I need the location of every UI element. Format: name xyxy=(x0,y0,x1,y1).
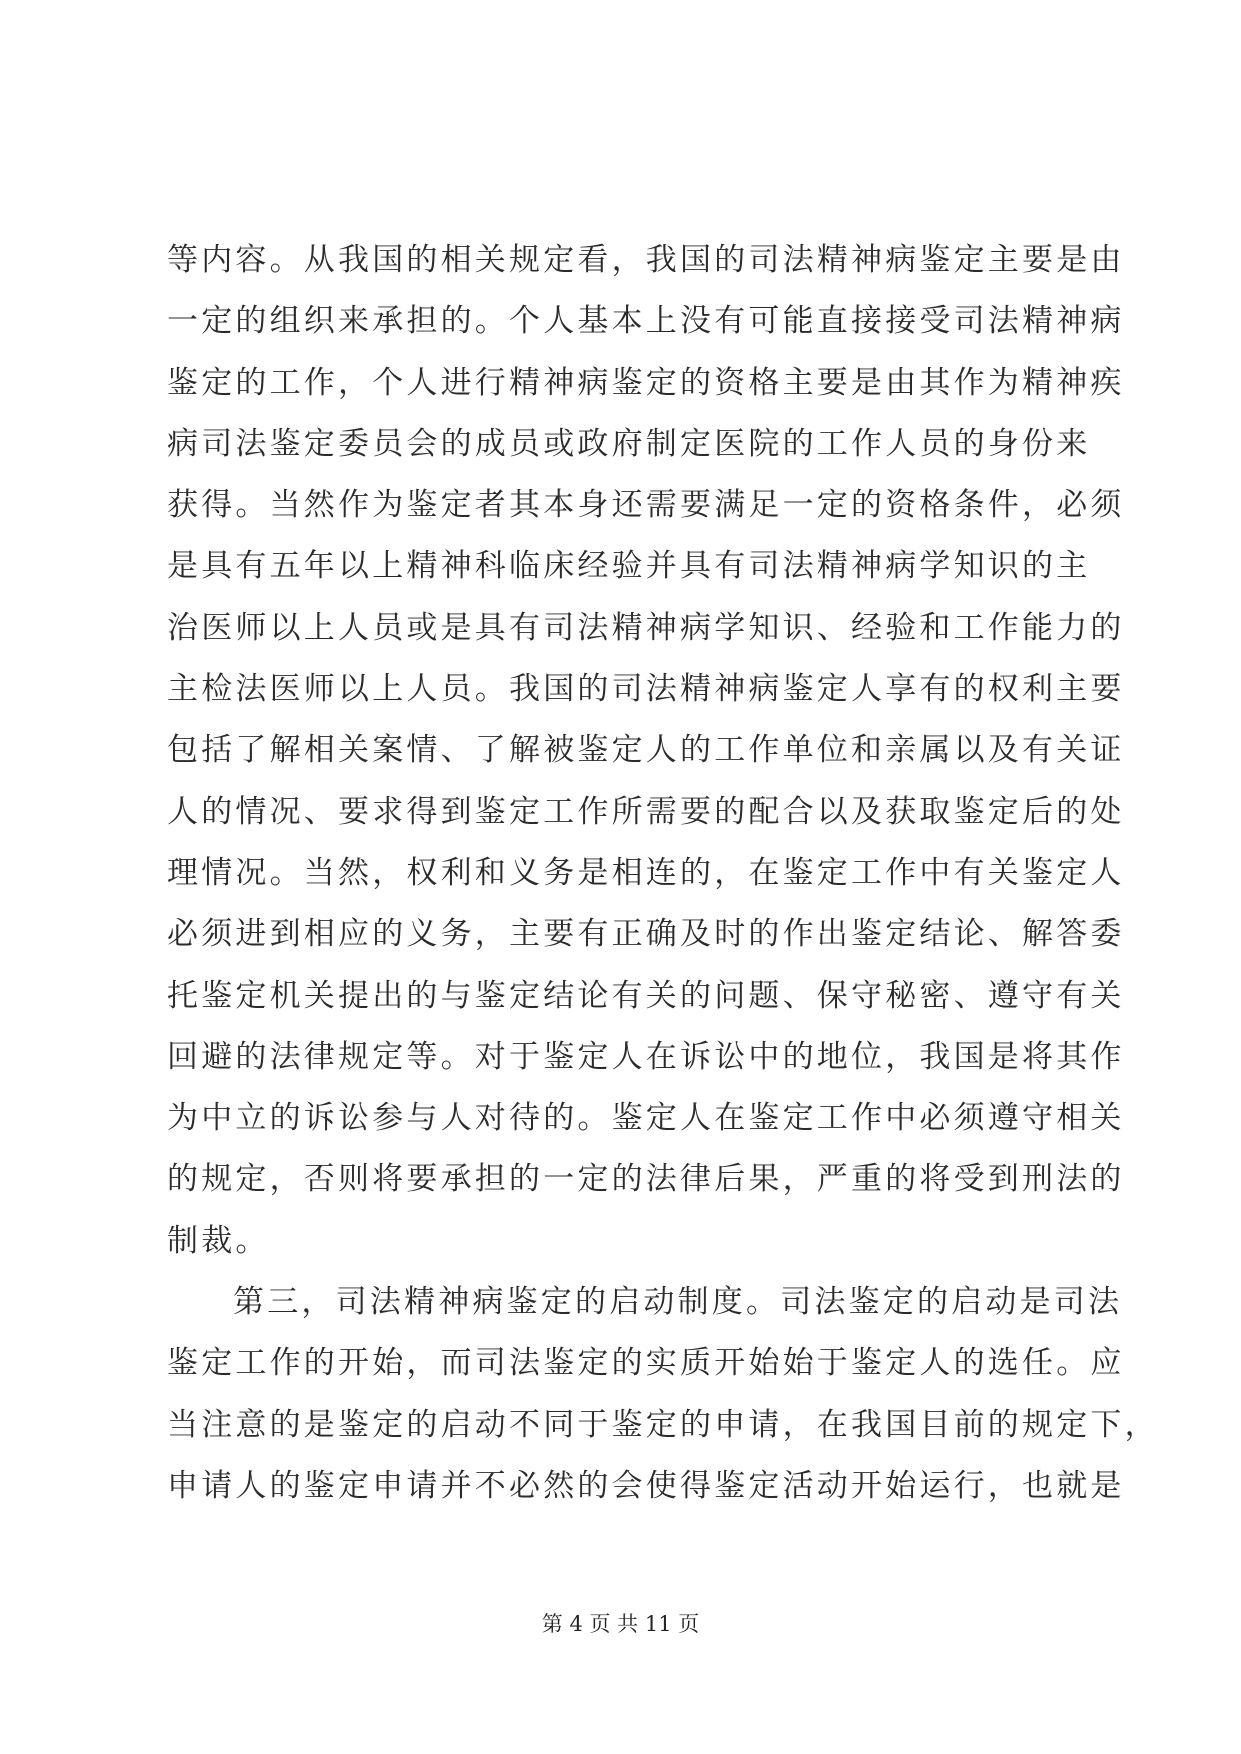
text-line: 制裁。 xyxy=(167,1222,270,1259)
page-number: 第 4 页 共 11 页 xyxy=(541,1612,700,1636)
page-footer xyxy=(0,1608,1241,1638)
text-line: 回避的法律规定等。对于鉴定人在诉讼中的地位，我国是将其作 xyxy=(167,1038,1125,1075)
text-line: 第三，司法精神病鉴定的启动制度。司法鉴定的启动是司法 xyxy=(233,1284,1123,1321)
text-line: 包括了解相关案情、了解被鉴定人的工作单位和亲属以及有关证 xyxy=(167,732,1125,769)
text-line: 是具有五年以上精神科临床经验并具有司法精神病学知识的主 xyxy=(167,548,1091,585)
text-line: 病司法鉴定委员会的成员或政府制定医院的工作人员的身份来 xyxy=(167,425,1091,462)
text-line: 鉴定工作的开始，而司法鉴定的实质开始始于鉴定人的选任。应 xyxy=(167,1345,1125,1382)
text-line: 一定的组织来承担的。个人基本上没有可能直接接受司法精神病 xyxy=(167,303,1125,340)
text-line: 治医师以上人员或是具有司法精神病学知识、经验和工作能力的 xyxy=(167,609,1125,646)
text-line: 等内容。从我国的相关规定看，我国的司法精神病鉴定主要是由 xyxy=(167,242,1125,278)
text-line: 的规定，否则将要承担的一定的法律后果，严重的将受到刑法的 xyxy=(167,1161,1125,1198)
text-line: 必须进到相应的义务，主要有正确及时的作出鉴定结论、解答委 xyxy=(167,916,1125,953)
text-line: 鉴定的工作，个人进行精神病鉴定的资格主要是由其作为精神疾 xyxy=(167,364,1125,401)
body-text xyxy=(167,230,1159,1517)
text-line: 获得。当然作为鉴定者其本身还需要满足一定的资格条件，必须 xyxy=(167,487,1125,524)
text-line: 主检法医师以上人员。我国的司法精神病鉴定人享有的权利主要 xyxy=(167,671,1125,708)
text-line: 理情况。当然，权利和义务是相连的，在鉴定工作中有关鉴定人 xyxy=(167,854,1125,891)
text-line: 为中立的诉讼参与人对待的。鉴定人在鉴定工作中必须遵守相关 xyxy=(167,1100,1125,1137)
text-line: 人的情况、要求得到鉴定工作所需要的配合以及获取鉴定后的处 xyxy=(167,793,1125,830)
text-line: 申请人的鉴定申请并不必然的会使得鉴定活动开始运行，也就是 xyxy=(167,1467,1125,1504)
text-line: 托鉴定机关提出的与鉴定结论有关的问题、保守秘密、遵守有关 xyxy=(167,977,1125,1014)
text-line: 当注意的是鉴定的启动不同于鉴定的申请，在我国目前的规定下， xyxy=(167,1406,1159,1443)
